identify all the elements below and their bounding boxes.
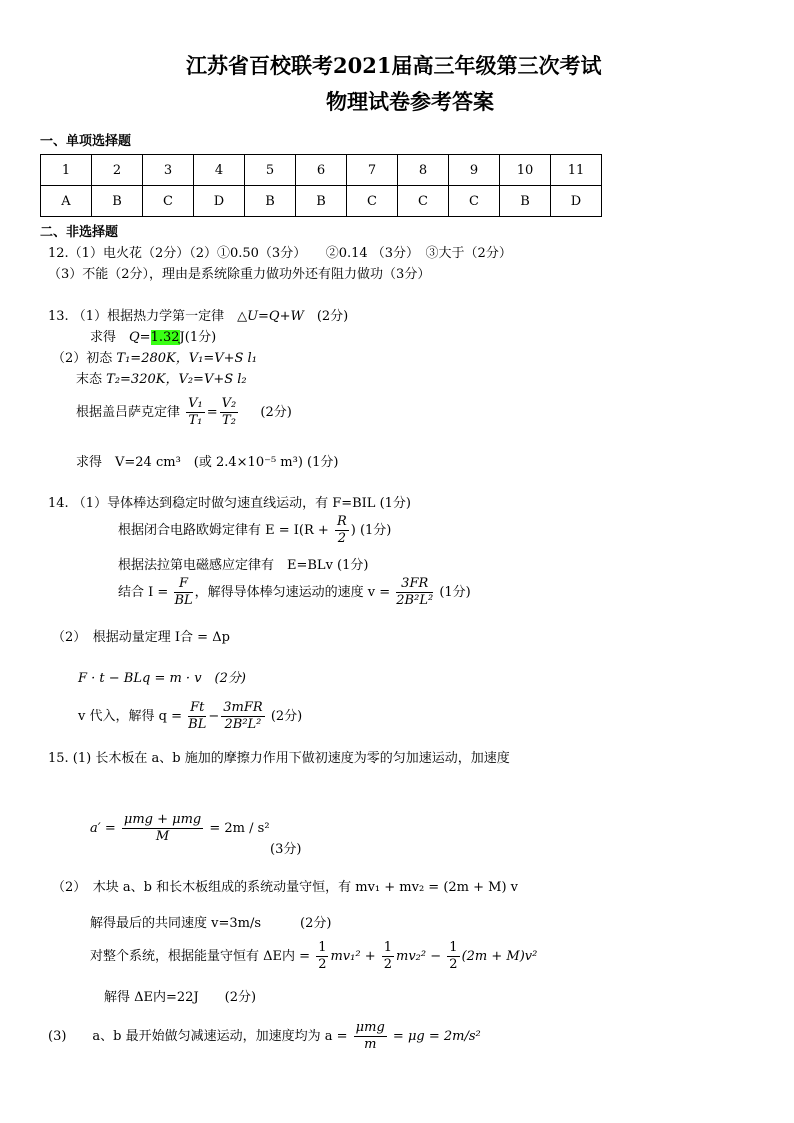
answer-num: 11 bbox=[551, 155, 602, 186]
fraction bbox=[122, 812, 203, 845]
denominator: BL bbox=[188, 717, 207, 732]
answer-num: 8 bbox=[398, 155, 449, 186]
q15-result: = 2m / s² bbox=[209, 821, 270, 836]
answer-num: 7 bbox=[347, 155, 398, 186]
numerator: 1 bbox=[318, 940, 327, 955]
answer-num: 6 bbox=[296, 155, 347, 186]
answer-num: 9 bbox=[449, 155, 500, 186]
q13-highlighted-value: 1.32 bbox=[150, 330, 180, 345]
fraction bbox=[354, 1020, 387, 1053]
q14-line1: 14. （1）导体棒达到稳定时做匀速直线运动，有 F=BIL (1分) bbox=[48, 496, 411, 511]
q13-line1 bbox=[48, 305, 348, 324]
numerator: 3FR bbox=[396, 576, 433, 593]
q14-score: ) (1分) bbox=[350, 523, 392, 538]
answer-num: 4 bbox=[194, 155, 245, 186]
q14-text: v 代入，解得 q = bbox=[78, 709, 182, 724]
q15-line1: 15. (1) 长木板在 a、b 施加的摩擦力作用下做初速度为零的匀加速运动，加速度 bbox=[48, 751, 510, 766]
q13-state: T₂=320K，V₂=V+S l₂ bbox=[106, 372, 247, 387]
answer-table-answer-row bbox=[41, 186, 602, 217]
q13-state: T₁=280K，V₁=V+S l₁ bbox=[116, 351, 257, 366]
equals: = bbox=[206, 405, 218, 420]
q13-variable: Q= bbox=[129, 330, 151, 345]
fraction bbox=[186, 396, 205, 429]
denominator: 2 bbox=[449, 957, 458, 972]
denominator: 2 bbox=[337, 531, 346, 546]
q15-line7 bbox=[48, 1020, 481, 1053]
fraction bbox=[447, 940, 459, 973]
answer-letter: C bbox=[347, 186, 398, 217]
paper-subtitle: 物理试卷参考答案 bbox=[326, 89, 494, 114]
answer-num: 10 bbox=[500, 155, 551, 186]
denominator: T₁ bbox=[188, 413, 203, 428]
fraction bbox=[188, 700, 206, 733]
q13-score: (2分) bbox=[303, 309, 349, 324]
q13-text: 根据盖吕萨克定律 bbox=[76, 405, 181, 420]
minus: − bbox=[208, 709, 220, 724]
fraction bbox=[220, 396, 239, 429]
section1-label: 一、单项选择题 bbox=[40, 134, 132, 149]
answer-letter: A bbox=[41, 186, 92, 217]
q14-text: 根据闭合电路欧姆定律有 E = I(R + bbox=[118, 523, 329, 538]
q13-score: J(1分) bbox=[179, 330, 217, 345]
q14-score: (1分) bbox=[439, 585, 471, 600]
fraction bbox=[221, 700, 264, 733]
fraction bbox=[335, 514, 349, 547]
q15-line6: 解得 ΔE内=22J (2分) bbox=[104, 990, 257, 1005]
q13-line5 bbox=[76, 396, 292, 429]
q15-result: = μg = 2m/s² bbox=[392, 1029, 481, 1044]
q14-text: ，解得导体棒匀速运动的速度 v = bbox=[194, 585, 391, 600]
fraction bbox=[396, 576, 433, 609]
answer-letter: B bbox=[500, 186, 551, 217]
q14-line6: F · t − BLq = m · v (2分) bbox=[78, 671, 246, 686]
answer-letter: D bbox=[551, 186, 602, 217]
q14-line7 bbox=[78, 700, 302, 733]
answer-letter: B bbox=[296, 186, 347, 217]
denominator: M bbox=[155, 829, 170, 844]
fraction bbox=[174, 576, 192, 609]
denominator: m bbox=[364, 1037, 377, 1052]
q13-text: （2）初态 bbox=[52, 351, 113, 366]
q14-score: (2分) bbox=[270, 709, 303, 724]
answer-num: 2 bbox=[92, 155, 143, 186]
numerator: 1 bbox=[449, 940, 458, 955]
term: mv₁² + bbox=[330, 949, 376, 964]
q14-line3: 根据法拉第电磁感应定律有 E=BLv (1分) bbox=[118, 558, 369, 573]
numerator: V₂ bbox=[221, 396, 237, 411]
answer-letter: B bbox=[245, 186, 296, 217]
q13-equation: U=Q+W bbox=[247, 309, 304, 324]
numerator: 3mFR bbox=[223, 700, 263, 715]
q15-line2 bbox=[90, 812, 270, 845]
numerator: Ft bbox=[190, 700, 205, 715]
q14-line4 bbox=[118, 576, 471, 609]
answer-table-number-row bbox=[41, 155, 602, 186]
q12-line1: 12.（1）电火花（2分）（2）①0.50（3分） ②0.14 （3分） ③大于（2分） bbox=[48, 246, 512, 261]
q13-text: 求得 bbox=[90, 330, 130, 345]
q15-line3: （2） 木块 a、b 和长木板组成的系统动量守恒，有 mv₁ + mv₂ = (2m + M) v bbox=[52, 880, 519, 895]
numerator: 1 bbox=[383, 940, 393, 955]
answer-letter: D bbox=[194, 186, 245, 217]
numerator: V₁ bbox=[188, 396, 203, 411]
denominator: 2B²L² bbox=[396, 593, 434, 608]
numerator: F bbox=[174, 576, 192, 593]
q13-line3 bbox=[52, 347, 257, 366]
answer-num: 5 bbox=[245, 155, 296, 186]
paper-title: 江苏省百校联考2021届高三年级第三次考试 bbox=[186, 53, 602, 78]
q13-text: 13. （1）根据热力学第一定律 △ bbox=[48, 309, 248, 324]
fraction bbox=[316, 940, 328, 973]
q15-line5 bbox=[90, 940, 537, 973]
answer-table bbox=[40, 154, 602, 217]
answer-letter: C bbox=[449, 186, 500, 217]
q12-line2: （3）不能（2分），理由是系统除重力做功外还有阻力做功（3分） bbox=[48, 267, 431, 282]
term: mv₂² − bbox=[396, 949, 442, 964]
q13-score: (2分) bbox=[260, 405, 292, 420]
q15-text: (3) a、b 最开始做匀减速运动，加速度均为 a = bbox=[48, 1029, 348, 1044]
denominator: 2 bbox=[318, 957, 327, 972]
denominator: 2 bbox=[383, 957, 393, 972]
answer-letter: B bbox=[92, 186, 143, 217]
answer-num: 1 bbox=[41, 155, 92, 186]
numerator: R bbox=[336, 514, 347, 529]
numerator: μmg bbox=[355, 1020, 385, 1035]
section2-label: 二、非选择题 bbox=[40, 225, 119, 240]
q13-line2 bbox=[90, 326, 216, 345]
numerator: μmg + μmg bbox=[123, 812, 202, 827]
q13-text: 末态 bbox=[76, 372, 103, 387]
fraction bbox=[382, 940, 394, 973]
q15-score: (3分) bbox=[270, 842, 302, 857]
term: (2m + M)v² bbox=[461, 949, 538, 964]
denominator: T₂ bbox=[222, 413, 236, 428]
q15-line4: 解得最后的共同速度 v=3m/s (2分) bbox=[90, 916, 332, 931]
q14-text: 结合 I = bbox=[118, 585, 169, 600]
q14-line2 bbox=[118, 514, 391, 547]
q13-line4 bbox=[76, 368, 247, 387]
denominator: BL bbox=[174, 593, 193, 608]
answer-letter: C bbox=[398, 186, 449, 217]
denominator: 2B²L² bbox=[224, 717, 262, 732]
q15-text: 对整个系统，根据能量守恒有 ΔE内 = bbox=[90, 949, 311, 964]
q15-text: a′ = bbox=[90, 821, 116, 836]
q14-line5: （2） 根据动量定理 I合 = Δp bbox=[52, 630, 230, 645]
answer-num: 3 bbox=[143, 155, 194, 186]
q13-line6: 求得 V=24 cm³ (或 2.4×10⁻⁵ m³) (1分) bbox=[76, 455, 339, 470]
answer-letter: C bbox=[143, 186, 194, 217]
